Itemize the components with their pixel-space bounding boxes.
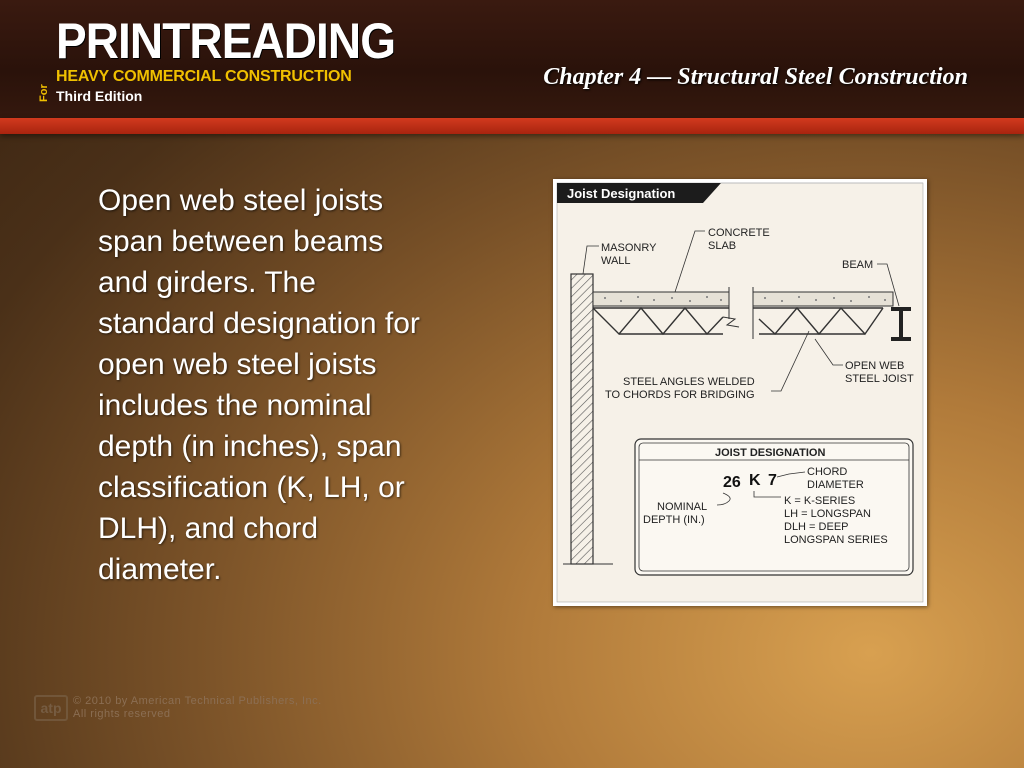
copyright-notice <box>73 695 322 721</box>
figure-title: Joist Designation <box>567 186 676 201</box>
header-stripe <box>0 118 1024 134</box>
label-concrete-slab-2: SLAB <box>708 240 737 252</box>
body-line: open web steel joists <box>98 348 377 381</box>
body-line: diameter. <box>98 553 222 586</box>
chord-label: CHORD <box>807 466 848 478</box>
copyright-line: © 2010 by American Technical Publishers, Inc. <box>73 695 322 707</box>
logo-for: For <box>38 84 50 102</box>
series-lh: LH = LONGSPAN <box>784 508 871 520</box>
label-concrete-slab: CONCRETE <box>708 227 770 239</box>
chapter-title: Chapter 4 — Structural Steel Construction <box>543 64 968 90</box>
body-line: classification (K, LH, or <box>98 471 405 504</box>
body-line: DLH), and chord <box>98 512 319 545</box>
body-line: includes the nominal <box>98 389 372 422</box>
nominal-label: NOMINAL <box>657 501 708 513</box>
label-masonry-wall-2: WALL <box>601 255 631 267</box>
designation-heading: JOIST DESIGNATION <box>715 447 826 459</box>
body-line: and girders. The <box>98 266 316 299</box>
concrete-slab-right <box>753 292 893 306</box>
concrete-slab-left <box>593 292 729 306</box>
code-series: K <box>749 472 761 489</box>
series-dlh-2: LONGSPAN SERIES <box>784 534 888 546</box>
body-line: standard designation for <box>98 307 420 340</box>
joist-diagram <box>553 179 927 606</box>
logo-subtitle: HEAVY COMMERCIAL CONSTRUCTION <box>56 68 352 85</box>
logo-title: PRINTREADING <box>56 13 396 69</box>
joist-designation-figure <box>553 179 927 606</box>
body-line: span between beams <box>98 225 384 258</box>
rights-line: All rights reserved <box>73 708 171 720</box>
code-depth: 26 <box>723 474 741 491</box>
logo-edition: Third Edition <box>56 88 143 104</box>
chord-label-2: DIAMETER <box>807 479 864 491</box>
code-chord: 7 <box>768 472 777 489</box>
label-open-web: OPEN WEB <box>845 360 905 372</box>
series-dlh: DLH = DEEP <box>784 521 849 533</box>
body-line: depth (in inches), span <box>98 430 402 463</box>
body-paragraph <box>98 180 488 590</box>
label-beam: BEAM <box>842 259 874 271</box>
designation-box <box>635 439 913 575</box>
label-open-web-2: STEEL JOIST <box>845 373 914 385</box>
label-steel-angles-2: TO CHORDS FOR BRIDGING <box>605 389 755 401</box>
label-steel-angles: STEEL ANGLES WELDED <box>623 376 755 388</box>
series-k: K = K-SERIES <box>784 495 856 507</box>
masonry-wall <box>571 274 593 564</box>
atp-logo: atp <box>34 695 68 721</box>
label-masonry-wall: MASONRY <box>601 242 657 254</box>
nominal-label-2: DEPTH (IN.) <box>643 514 705 526</box>
body-line: Open web steel joists <box>98 184 384 217</box>
